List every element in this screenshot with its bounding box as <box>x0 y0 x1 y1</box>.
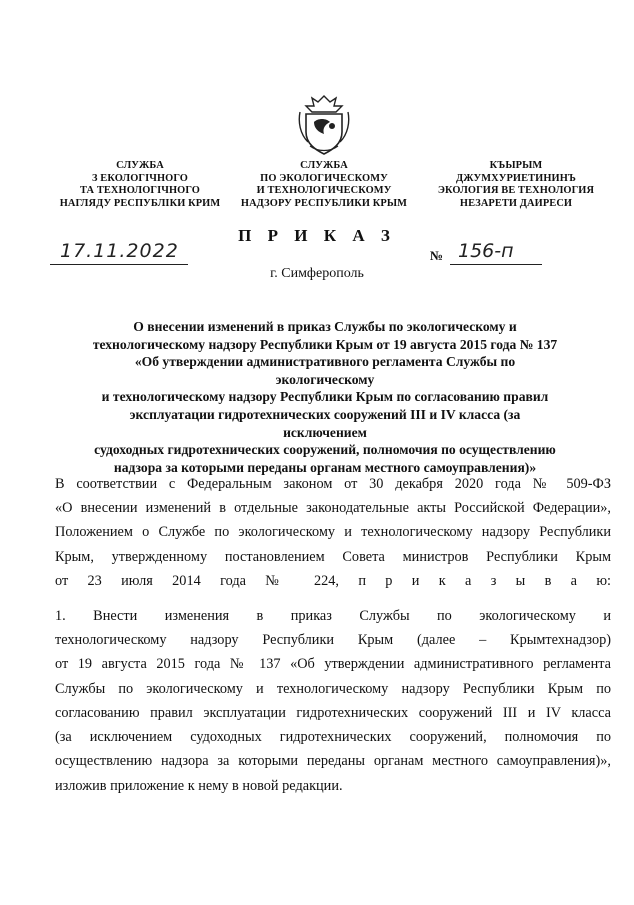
agency-name-ukrainian: СЛУЖБА З ЕКОЛОГІЧНОГО ТА ТЕХНОЛОГІЧНОГО НАГЛЯДУ РЕСПУБЛІКИ КРИМ <box>59 160 221 209</box>
body-paragraph-preamble: В соответствии с Федеральным законом от 30 декабря 2020 года № 509-ФЗ «О внесении изменений в отдельные законодательные акты Российской Федерации», Положением о Службе по экологическому и технологическому надзору Республики Крым, утвержденному постановлением Совета министров Республики Крым от 23 июля 2014 года № 224, п р и к а з ы в а ю: <box>55 476 611 589</box>
date-underline <box>50 264 188 265</box>
order-date: 17.11.2022 <box>60 240 179 262</box>
number-sign: № <box>430 248 444 263</box>
order-heading: О внесении изменений в приказ Службы по экологическому и технологическому надзору Республики Крым от 19 августа 2015 года № 137 «Об утверждении административного регламента Службы по экологическому и технологическому надзору Республики Крым по согласованию правил эксплуатации гидротехнических сооружений III и IV класса (за исключением судоходных гидротехнических сооружений, полномочия по осуществлению надзора за которыми переданы органам местного самоуправления)» <box>92 319 558 475</box>
crimea-coat-of-arms-icon <box>296 92 352 156</box>
number-underline <box>450 264 542 265</box>
body-paragraph-item-1: 1. Внести изменения в приказ Службы по экологическому и технологическому надзору Республики Крым (далее – Крымтехнадзор) от 19 августа 2015 года № 137 «Об утверждении административного регламента Службы по экологическому и технологическому надзору Республики Крым по согласованию правил эксплуатации гидротехнических сооружений III и IV класса (за исключением судоходных гидротехнических сооружений, полномочия по осуществлению надзора за которыми переданы органам местного самоуправления)», <box>55 608 611 770</box>
order-number: 156-п <box>458 240 514 262</box>
city: г. Симферополь <box>270 266 364 281</box>
agency-name-crimean-tatar: КЪЫРЫМ ДЖУМХУРИЕТИНИНЪ ЭКОЛОГИЯ ВЕ ТЕХНОЛОГИЯ НЕЗАРЕТИ ДАИРЕСИ <box>437 160 595 209</box>
body-paragraph-item-1-end: изложив приложение к нему в новой редакции. <box>55 778 343 794</box>
order-title: П Р И К А З <box>238 226 396 245</box>
agency-name-russian: СЛУЖБА ПО ЭКОЛОГИЧЕСКОМУ И ТЕХНОЛОГИЧЕСКОМУ НАДЗОРУ РЕСПУБЛИКИ КРЫМ <box>240 160 408 209</box>
